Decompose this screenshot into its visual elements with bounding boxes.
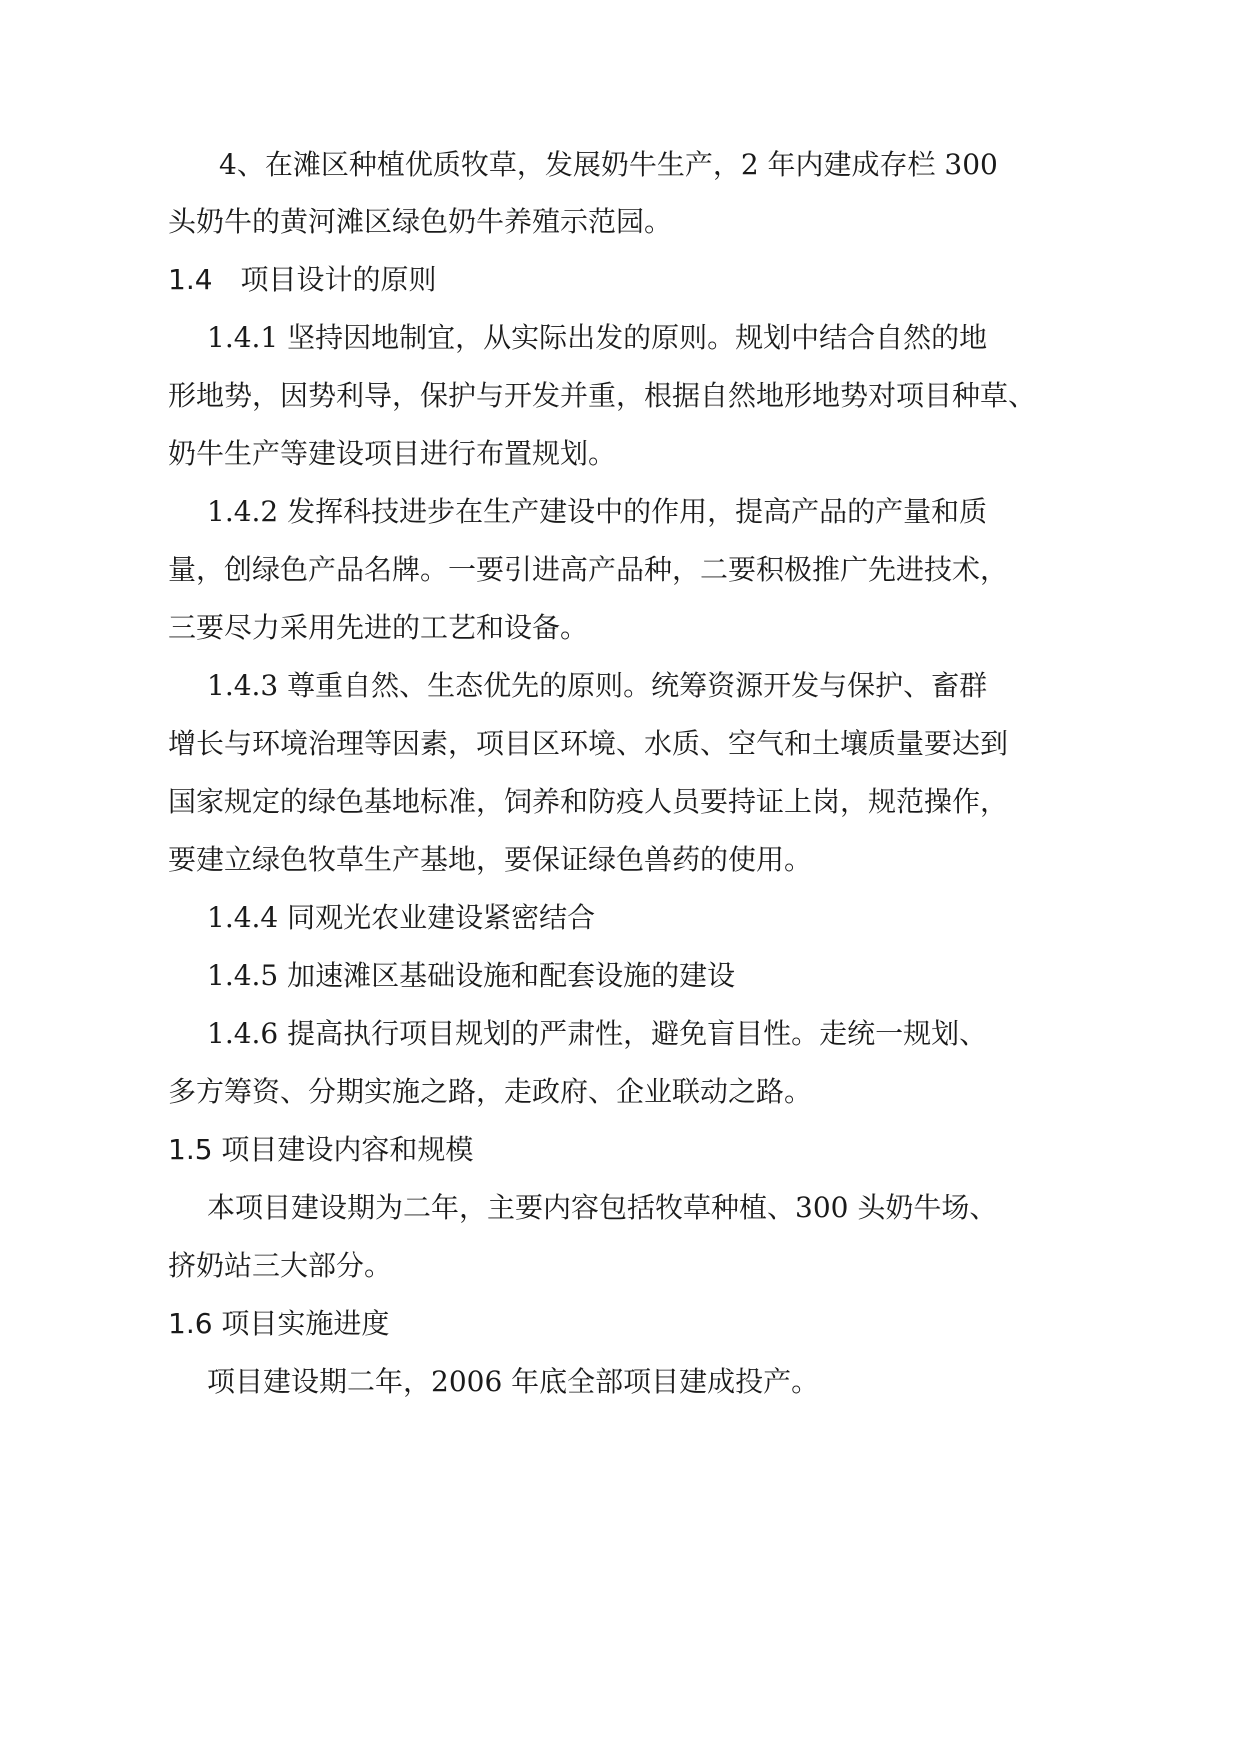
paragraph-line: 增长与环境治理等因素，项目区环境、水质、空气和土壤质量要达到 — [168, 727, 1009, 760]
paragraph-line: 1.4.2 发挥科技进步在生产建设中的作用，提高产品的产量和质 — [207, 495, 988, 528]
paragraph-line: 多方筹资、分期实施之路，走政府、企业联动之路。 — [168, 1075, 813, 1108]
paragraph-line: 国家规定的绿色基地标准，饲养和防疫人员要持证上岗，规范操作， — [168, 785, 1009, 818]
paragraph-line: 三要尽力采用先进的工艺和设备。 — [168, 611, 589, 644]
paragraph-line: 挤奶站三大部分。 — [168, 1249, 393, 1282]
paragraph-line: 1.4.5 加速滩区基础设施和配套设施的建设 — [207, 959, 736, 992]
paragraph-line: 要建立绿色牧草生产基地，要保证绿色兽药的使用。 — [168, 843, 813, 876]
paragraph-line: 本项目建设期为二年，主要内容包括牧草种植、300 头奶牛场、 — [207, 1191, 998, 1224]
section-heading: 1.4 项目设计的原则 — [168, 263, 437, 296]
section-heading: 1.5 项目建设内容和规模 — [168, 1133, 474, 1166]
paragraph-line: 量，创绿色产品名牌。一要引进高产品种，二要积极推广先进技术， — [168, 553, 1009, 586]
paragraph-line: 奶牛生产等建设项目进行布置规划。 — [168, 437, 617, 470]
paragraph-line: 头奶牛的黄河滩区绿色奶牛养殖示范园。 — [168, 205, 673, 238]
paragraph-line: 4、在滩区种植优质牧草，发展奶牛生产，2 年内建成存栏 300 — [219, 148, 998, 181]
paragraph-line: 1.4.3 尊重自然、生态优先的原则。统筹资源开发与保护、畜群 — [207, 669, 988, 702]
paragraph-line: 1.4.1 坚持因地制宜，从实际出发的原则。规划中结合自然的地 — [207, 321, 988, 354]
paragraph-line: 项目建设期二年，2006 年底全部项目建成投产。 — [207, 1365, 820, 1398]
paragraph-line: 1.4.6 提高执行项目规划的严肃性，避免盲目性。走统一规划、 — [207, 1017, 988, 1050]
paragraph-line: 1.4.4 同观光农业建设紧密结合 — [207, 901, 596, 934]
section-heading: 1.6 项目实施进度 — [168, 1307, 390, 1340]
paragraph-line: 形地势，因势利导，保护与开发并重，根据自然地形地势对项目种草、 — [168, 379, 1037, 412]
